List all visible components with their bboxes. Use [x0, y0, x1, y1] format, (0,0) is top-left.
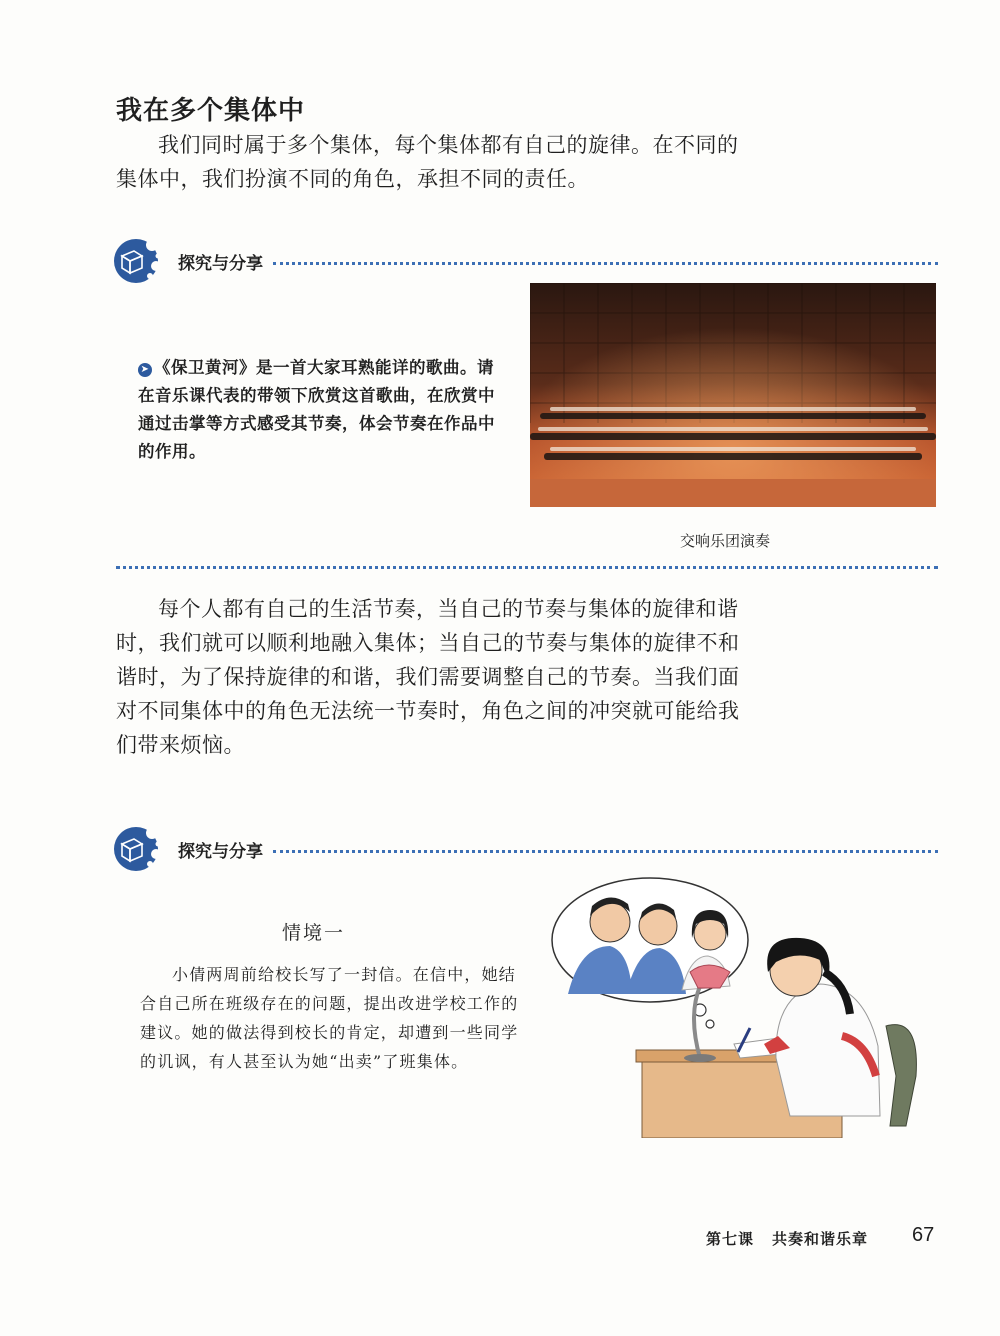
orchestra-photo	[530, 283, 936, 507]
dotted-divider	[116, 566, 938, 569]
scenario-text: 小倩两周前给校长写了一封信。在信中，她结合自己所在班级存在的问题，提出改进学校工作的建议。她的做法得到校长的肯定，却遭到一些同学的讥讽，有人甚至认为她“出卖”了班集体。	[140, 965, 519, 1071]
photo-caption: 交响乐团演奏	[680, 532, 771, 550]
page-footer	[706, 1228, 868, 1249]
footer-lesson: 第七课	[706, 1230, 755, 1248]
explore-share-header-2	[112, 824, 938, 874]
section-title: 我在多个集体中	[116, 96, 306, 126]
page-number: 67	[912, 1224, 935, 1246]
question-text: 《保卫黄河》是一首大家耳熟能详的歌曲。请在音乐课代表的带领下欣赏这首歌曲，在欣赏中通过击掌等方式感受其节奏，体会节奏在作品中的作用。	[138, 358, 495, 461]
cube-planet-icon	[112, 824, 164, 874]
explore-share-label: 探究与分享	[178, 841, 263, 862]
intro-paragraph: 我们同时属于多个集体，每个集体都有自己的旋律。在不同的集体中，我们扮演不同的角色，承担不同的责任。	[116, 133, 739, 191]
explore-share-header	[112, 236, 938, 286]
girl-writing-illustration	[550, 876, 930, 1138]
discussion-question	[138, 354, 503, 466]
footer-chapter: 共奏和谐乐章	[772, 1230, 869, 1248]
arrow-bullet-icon: ➤	[138, 363, 152, 377]
cube-planet-icon	[112, 236, 164, 286]
dotted-separator	[273, 262, 938, 265]
scenario-title: 情境一	[282, 922, 346, 944]
rhythm-paragraph: 每个人都有自己的生活节奏，当自己的节奏与集体的旋律和谐时，我们就可以顺利地融入集体；当自己的节奏与集体的旋律不和谐时，为了保持旋律的和谐，我们需要调整自己的节奏。当我们面对不同集体中的角色无法统一节奏时，角色之间的冲突就可能给我们带来烦恼。	[116, 597, 740, 757]
explore-share-label: 探究与分享	[178, 253, 263, 274]
dotted-separator	[273, 850, 938, 853]
